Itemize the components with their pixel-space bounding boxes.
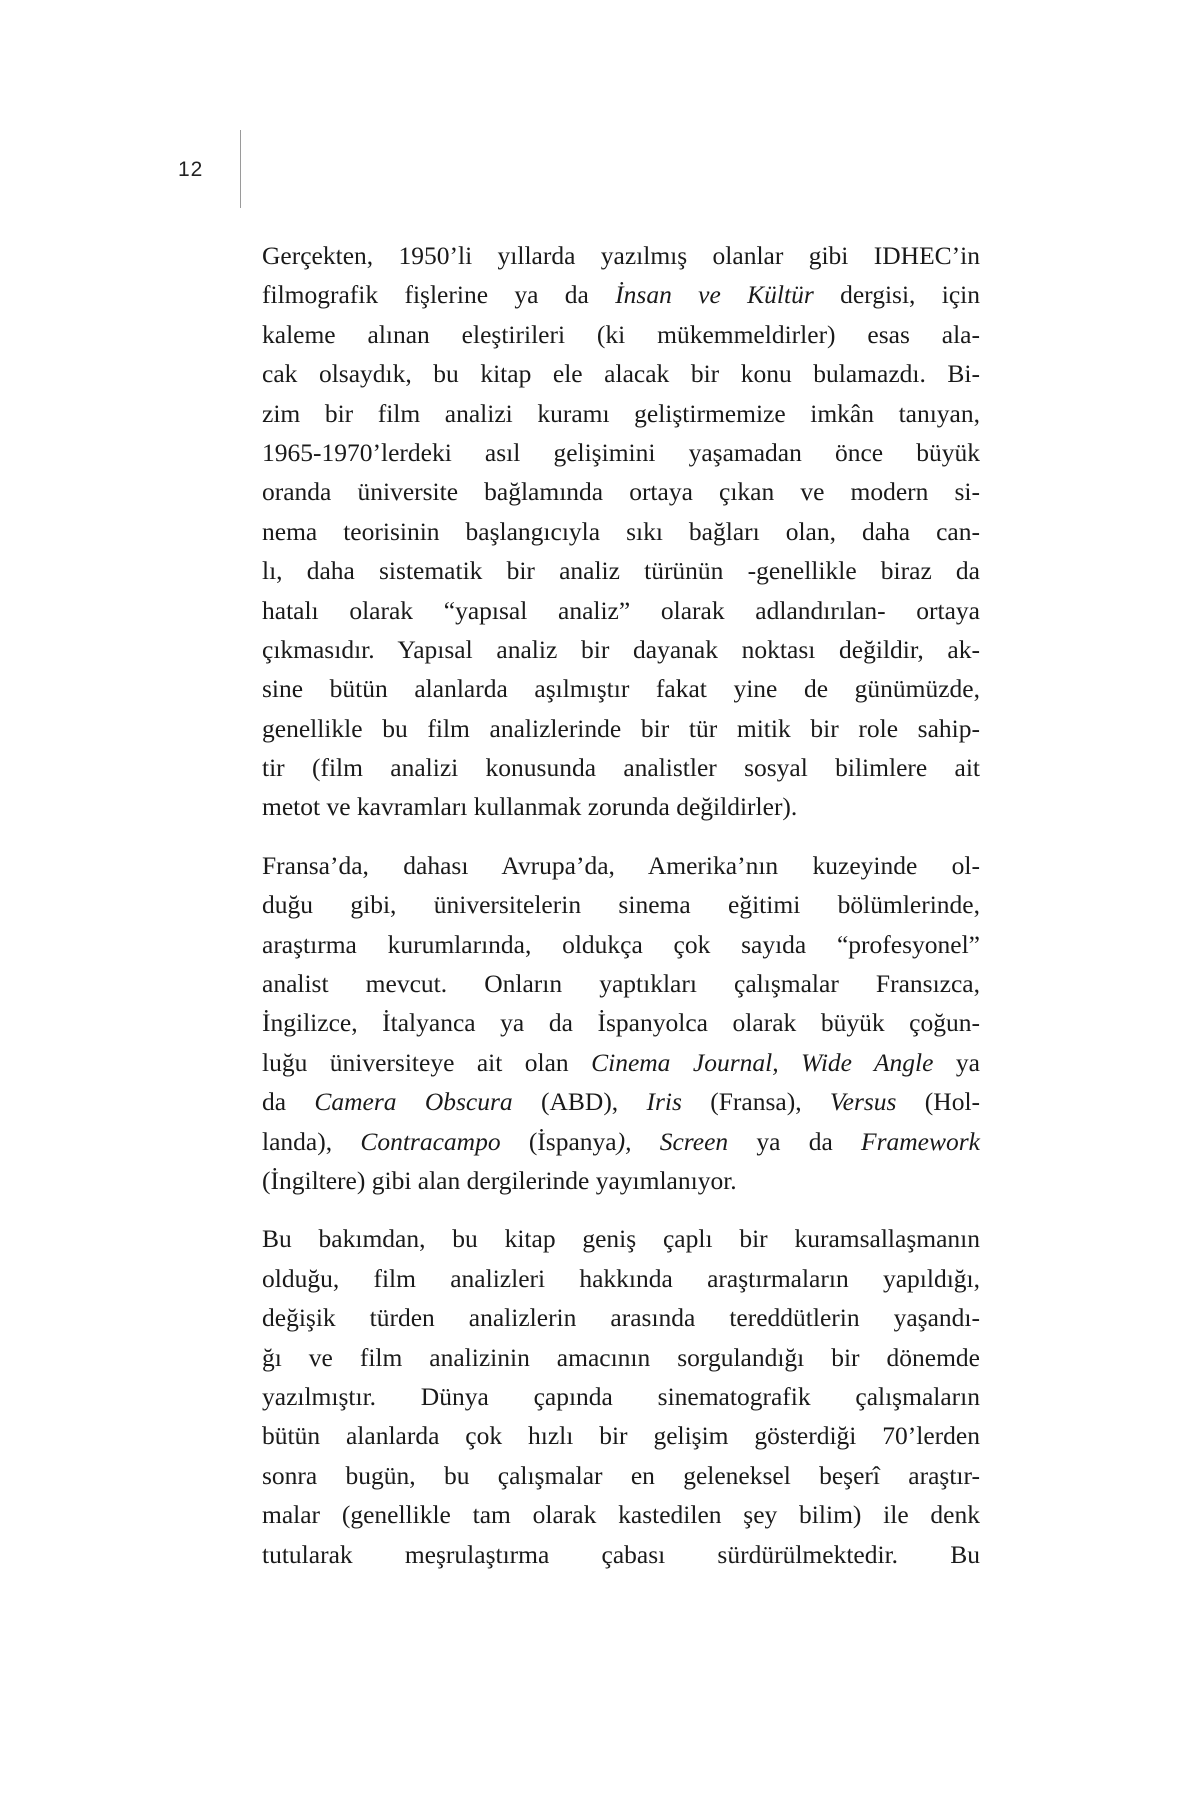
text-line	[262, 630, 980, 669]
text-segment: Fransa’da, dahası Avrupa’da, Amerika’nın kuzeyinde ol-	[262, 850, 980, 880]
paragraph	[262, 236, 980, 827]
text-segment: (Fransa),	[681, 1087, 830, 1117]
text-segment: (ABD),	[512, 1087, 647, 1117]
text-line	[262, 846, 980, 885]
italic-title: Camera Obscura	[314, 1087, 513, 1117]
text-segment: hatalı olarak “yapısal analiz” olarak adlandırılan- ortaya	[262, 595, 980, 625]
text-segment: da	[262, 1087, 315, 1117]
text-segment: çıkmasıdır. Yapısal analiz bir dayanak noktası değildir, ak-	[262, 634, 980, 664]
header-divider	[240, 130, 241, 208]
text-segment: yazılmıştır. Dünya çapında sinematografik çalışmaların	[262, 1381, 980, 1411]
text-segment: dergisi, için	[813, 280, 980, 310]
text-segment: tutularak meşrulaştırma çabası sürdürülmektedir. Bu	[262, 1539, 980, 1569]
paragraph	[262, 1219, 980, 1574]
page-number: 12	[178, 158, 204, 181]
text-line	[262, 1082, 980, 1121]
text-segment: ya da	[728, 1126, 862, 1156]
text-line	[262, 551, 980, 590]
text-segment: cak olsaydık, bu kitap ele alacak bir konu bulamazdı. Bi-	[262, 359, 980, 389]
text-line	[262, 1003, 980, 1042]
text-segment: (İngiltere) gibi alan dergilerinde yayımlanıyor.	[262, 1165, 737, 1195]
text-segment: nema teorisinin başlangıcıyla sıkı bağları olan, daha can-	[262, 516, 980, 546]
text-line	[262, 925, 980, 964]
text-segment: tir (film analizi konusunda analistler sosyal bilimlere ait	[262, 753, 980, 783]
italic-title: İnsan ve Kültür	[615, 280, 814, 310]
text-segment: metot ve kavramları kullanmak zorunda değildirler).	[262, 792, 798, 822]
text-line	[262, 1416, 980, 1455]
text-segment: (Hol-	[896, 1087, 981, 1117]
text-line	[262, 512, 980, 551]
text-line	[262, 1219, 980, 1258]
text-segment: analist mevcut. Onların yaptıkları çalışmalar Fransızca,	[262, 969, 980, 999]
text-segment: 1965-1970’lerdeki asıl gelişimini yaşamadan önce büyük	[262, 437, 980, 467]
text-line	[262, 1259, 980, 1298]
text-line	[262, 1298, 980, 1337]
text-segment: değişik türden analizlerin arasında tereddütlerin yaşandı-	[262, 1303, 980, 1333]
italic-title: Iris	[646, 1087, 682, 1117]
text-line	[262, 1377, 980, 1416]
text-segment: sine bütün alanlarda aşılmıştır fakat yine de günümüzde,	[262, 674, 980, 704]
text-segment: malar (genellikle tam olarak kastedilen şey bilim) ile denk	[262, 1500, 980, 1530]
text-line	[262, 748, 980, 787]
text-segment: duğu gibi, üniversitelerin sinema eğitimi bölümlerinde,	[262, 890, 980, 920]
text-line	[262, 964, 980, 1003]
text-line	[262, 1456, 980, 1495]
italic-title: ), Screen	[616, 1126, 729, 1156]
text-segment: (İspanya	[500, 1126, 617, 1156]
text-line	[262, 1161, 980, 1200]
text-segment: luğu üniversiteye ait olan	[262, 1047, 592, 1077]
text-segment: filmografik fişlerine ya da	[262, 280, 616, 310]
text-line	[262, 1043, 980, 1082]
italic-title: Contracampo	[360, 1126, 501, 1156]
italic-title: Framework	[861, 1126, 980, 1156]
text-line	[262, 1338, 980, 1377]
text-segment: bütün alanlarda çok hızlı bir gelişim gösterdiği 70’lerden	[262, 1421, 980, 1451]
text-segment: landa),	[262, 1126, 361, 1156]
body-text	[262, 236, 980, 1593]
text-segment: İngilizce, İtalyanca ya da İspanyolca olarak büyük çoğun-	[262, 1008, 980, 1038]
text-segment: ya	[933, 1047, 980, 1077]
text-segment: kaleme alınan eleştirileri (ki mükemmeldirler) esas ala-	[262, 319, 980, 349]
text-segment: lı, daha sistematik bir analiz türünün -genellikle biraz da	[262, 556, 980, 586]
text-segment: ğı ve film analizinin amacının sorgulandığı bir dönemde	[262, 1342, 980, 1372]
text-line	[262, 354, 980, 393]
text-line	[262, 236, 980, 275]
text-segment: oranda üniversite bağlamında ortaya çıkan ve modern si-	[262, 477, 980, 507]
text-line	[262, 1495, 980, 1534]
text-segment: sonra bugün, bu çalışmalar en geleneksel beşerî araştır-	[262, 1460, 980, 1490]
text-segment: Gerçekten, 1950’li yıllarda yazılmış olanlar gibi IDHEC’in	[262, 241, 980, 270]
text-line	[262, 1535, 980, 1574]
text-line	[262, 394, 980, 433]
text-line	[262, 315, 980, 354]
text-line	[262, 709, 980, 748]
text-line	[262, 591, 980, 630]
text-segment: zim bir film analizi kuramı geliştirmemize imkân tanıyan,	[262, 398, 980, 428]
text-segment: Bu bakımdan, bu kitap geniş çaplı bir kuramsallaşmanın	[262, 1224, 980, 1254]
text-line	[262, 669, 980, 708]
text-line	[262, 1122, 980, 1161]
text-line	[262, 885, 980, 924]
paragraph	[262, 846, 980, 1201]
text-line	[262, 275, 980, 314]
italic-title: Cinema Journal, Wide Angle	[591, 1047, 934, 1077]
text-line	[262, 433, 980, 472]
text-segment: araştırma kurumlarında, oldukça çok sayıda “profesyonel”	[262, 929, 980, 959]
text-line	[262, 472, 980, 511]
text-segment: olduğu, film analizleri hakkında araştırmaların yapıldığı,	[262, 1263, 980, 1293]
text-segment: genellikle bu film analizlerinde bir tür mitik bir role sahip-	[262, 713, 980, 743]
text-line	[262, 787, 980, 826]
italic-title: Versus	[829, 1087, 897, 1117]
